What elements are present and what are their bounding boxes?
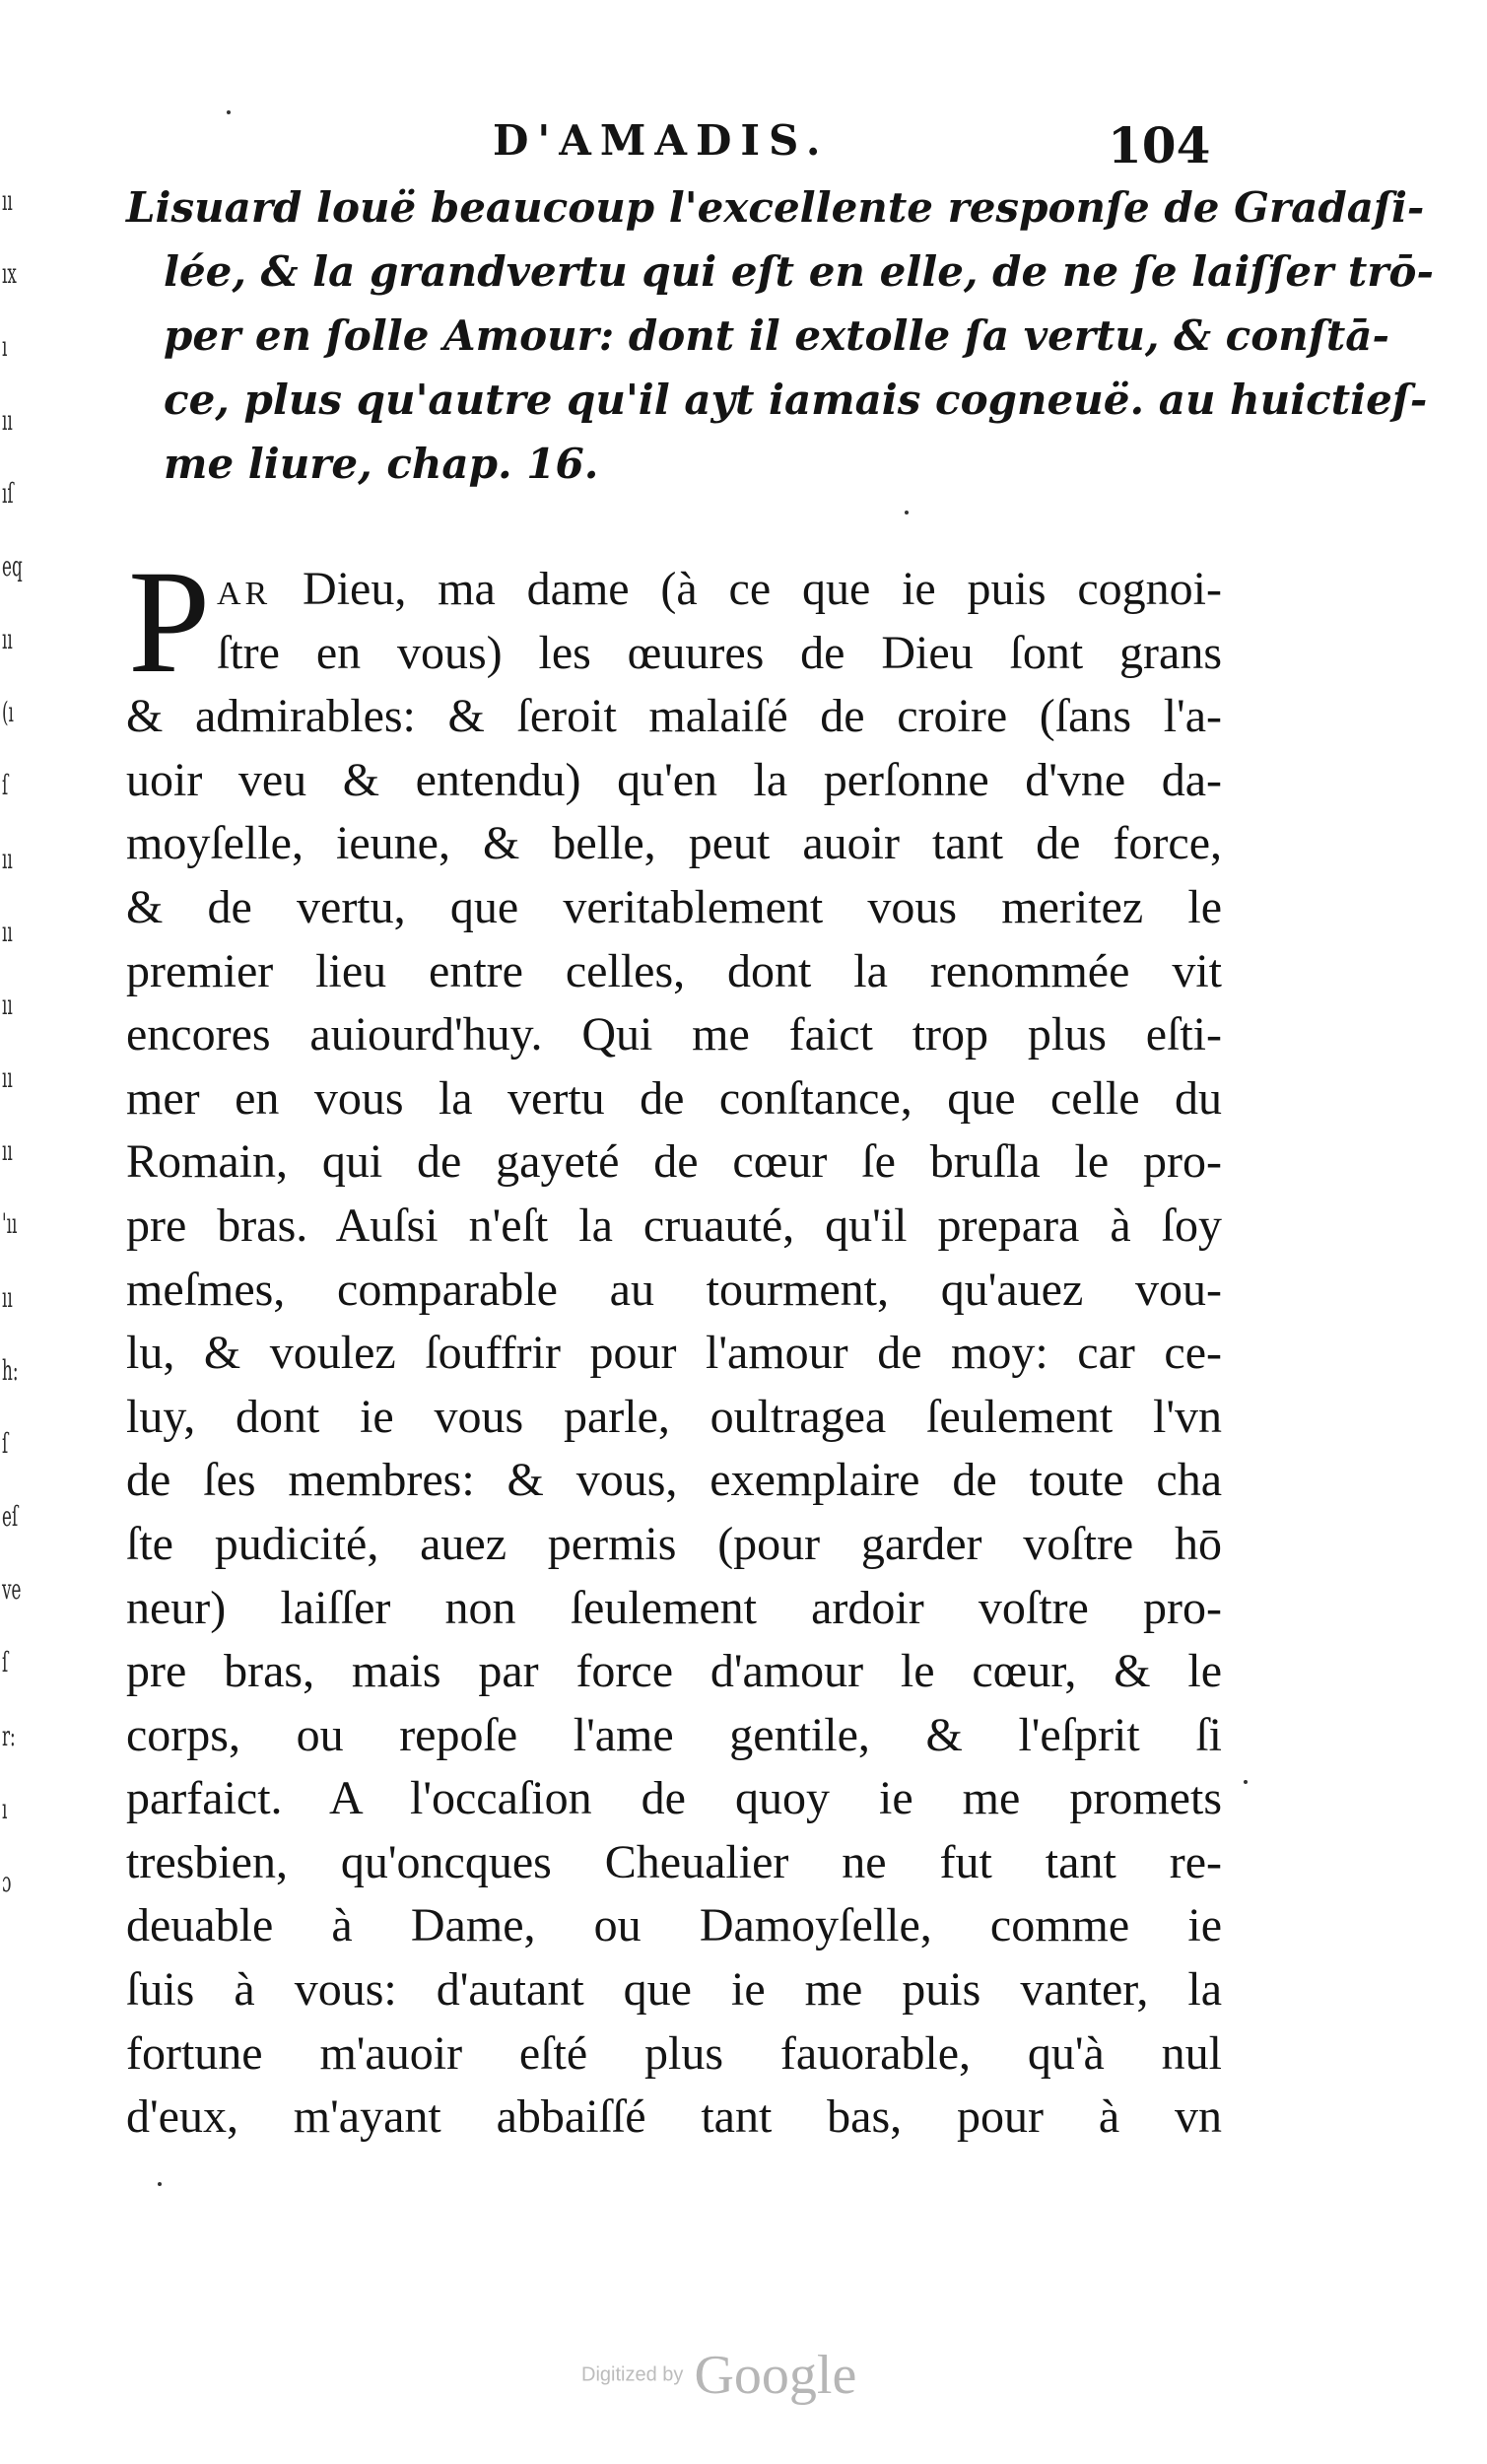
page-number: 104 [1108, 116, 1211, 174]
body-line: pre bras. Auſsi n'eſt la cruauté, qu'il prepara à ſoy [126, 1198, 1222, 1252]
gutter-fragment: ıı [2, 184, 13, 217]
ink-speck [1244, 1780, 1248, 1784]
gutter-fragment: eſ [2, 1500, 19, 1533]
body-line: tresbien, qu'oncques Cheualier ne fut tant re- [126, 1835, 1222, 1888]
body-line: d'eux, m'ayant abbaiſſé tant bas, pour à vn [126, 2090, 1222, 2144]
watermark-prefix: Digitized by [581, 2363, 684, 2386]
body-line: de ſes membres: & vous, exemplaire de toute cha [126, 1454, 1222, 1507]
body-line [126, 558, 1222, 622]
gutter-fragment: ı [2, 1793, 8, 1825]
body-line: mer en vous la vertu de conſtance, que celle du [126, 1071, 1222, 1125]
gutter-fragment: 'ıı [2, 1207, 18, 1240]
ink-speck [227, 110, 231, 114]
gutter-fragment: ı [2, 330, 8, 363]
ink-speck [905, 511, 909, 514]
gutter-fragment: ıı [2, 1134, 13, 1167]
chapter-summary [126, 175, 1434, 496]
summary-line: Lisuard louë beaucoup l'excellente responſe de Gradaſi- [126, 183, 1425, 232]
gutter-fragment: eq [2, 550, 23, 582]
body-line: moyſelle, ieune, & belle, peut auoir tant de force, [126, 817, 1222, 870]
smallcaps-word: AR [217, 576, 272, 612]
summary-line: per en ſolle Amour: dont il extolle ſa vertu, & conſtā- [164, 311, 1389, 360]
gutter-fragment: (ı [2, 696, 14, 728]
body-line: fortune m'auoir eſté plus fauorable, qu'à nul [126, 2026, 1222, 2080]
body-line: meſmes, comparable au tourment, qu'auez vou- [126, 1263, 1222, 1316]
body-line: encores auiourd'huy. Qui me faict trop plus eſti- [126, 1008, 1222, 1061]
gutter-fragment: r: [2, 1720, 16, 1752]
body-line: ſuis à vous: d'autant que ie me puis vanter, la [126, 1963, 1222, 2017]
gutter-fragment: ıı [2, 843, 13, 875]
google-logo: Google [694, 2345, 857, 2406]
body-line: Romain, qui de gayeté de cœur ſe bruſla le pro- [126, 1135, 1222, 1189]
page-header [0, 116, 1487, 175]
summary-line: ce, plus qu'autre qu'il ayt iamais cogneuë. au huictieſ- [164, 376, 1428, 424]
body-line: premier lieu entre celles, dont la renommée vit [126, 944, 1222, 997]
gutter-fragment: ıı [2, 1281, 13, 1314]
digitization-watermark [581, 2344, 856, 2407]
summary-line: me liure, chap. 16. [164, 440, 599, 488]
body-line: uoir veu & entendu) qu'en la perſonne d'vne da- [126, 753, 1222, 806]
body-line: luy, dont ie vous parle, oultragea ſeulement l'vn [126, 1390, 1222, 1443]
body-text [126, 540, 1222, 2150]
body-line: pre bras, mais par force d'amour le cœur, & le [126, 1645, 1222, 1698]
ink-speck [158, 2182, 162, 2186]
gutter-fragment: ıı [2, 404, 13, 437]
body-line: lu, & voulez ſouffrir pour l'amour de moy: car ce- [126, 1327, 1222, 1380]
summary-line: lée, & la grandvertu qui eſt en elle, de ne ſe laiſſer trō- [164, 247, 1434, 296]
gutter-fragment: ſ [2, 1646, 9, 1678]
body-line: neur) laiſſer non ſeulement ardoir voſtre pro- [126, 1581, 1222, 1634]
body-line: deuable à Dame, ou Damoyſelle, comme ie [126, 1899, 1222, 1952]
gutter-fragment: ɔ [2, 1866, 12, 1898]
drop-cap: P [128, 540, 211, 704]
gutter-fragment: ıx [2, 257, 17, 290]
body-line: ſtre en vous) les œuures de Dieu ſont grans [217, 626, 1222, 679]
body-line: & admirables: & ſeroit malaiſé de croire (ſans l'a- [126, 690, 1222, 743]
gutter-fragment: ıı [2, 1061, 13, 1094]
gutter-fragment: ıı [2, 623, 13, 655]
body-line: parfaict. A l'occaſion de quoy ie me promets [126, 1772, 1222, 1825]
running-title: D'AMADIS. [493, 116, 830, 165]
gutter-fragment: ſ [2, 1427, 9, 1460]
gutter-fragment: ıı [2, 916, 13, 948]
gutter-fragment: ve [2, 1573, 22, 1606]
body-line: corps, ou repoſe l'ame gentile, & l'eſprit ſi [126, 1708, 1222, 1761]
first-line-text: Dieu, ma dame (à ce que ie puis cognoi- [271, 563, 1222, 615]
body-line: ſte pudicité, auez permis (pour garder voſtre hō [126, 1517, 1222, 1570]
gutter-fragment: h: [2, 1354, 19, 1387]
gutter-fragment: ıſ [2, 477, 14, 510]
gutter-fragment: ſ [2, 769, 9, 801]
body-line: & de vertu, que veritablement vous meritez le [126, 880, 1222, 933]
adjacent-page-gutter [0, 184, 30, 1942]
gutter-fragment: ıı [2, 989, 13, 1021]
